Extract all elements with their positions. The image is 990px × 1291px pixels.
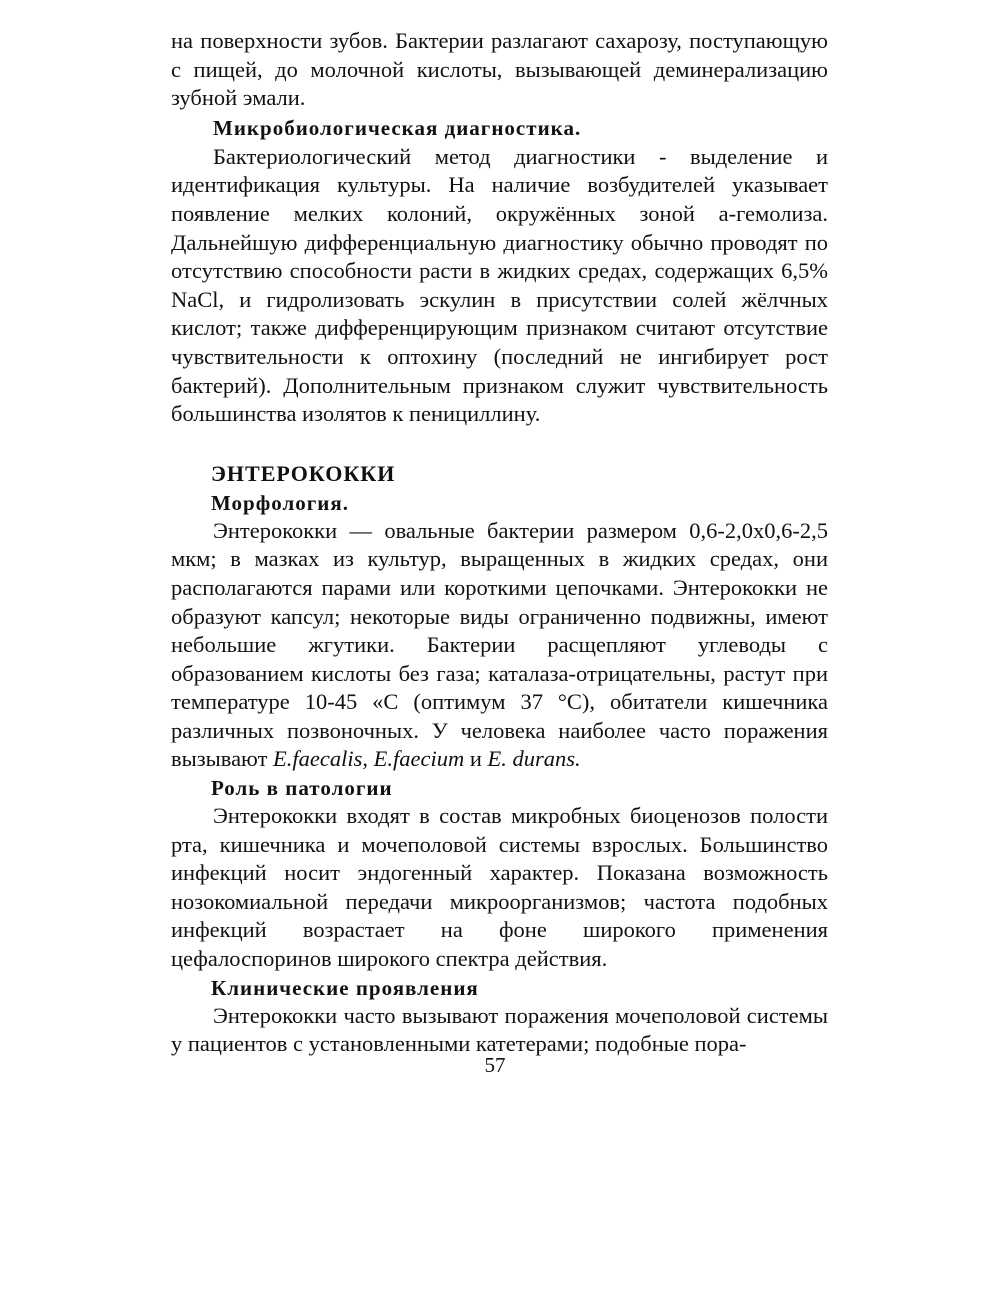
species-faecium: E.faecium (373, 746, 465, 772)
clinical-paragraph: Энтерококки часто вызывают поражения мочеполовой системы у пациентов с установленными катетерами; подобные пора- (171, 1002, 828, 1057)
species-durans: E. durans. (487, 746, 581, 772)
clinical-heading: Клинические проявления (211, 975, 479, 1000)
morphology-heading: Морфология. (211, 490, 350, 515)
pathology-paragraph: Энтерококки входят в состав микробных биоценозов полости рта, кишечника и мочеполовой системы взрослых. Большинство инфекций носит эндогенный характер. Показана возможность нозокомиальной передачи микроорганизмов; частота подобных инфекций возрастает на фоне широкого применения цефалоспоринов широкого спектра действия. (171, 803, 828, 972)
microbiology-paragraph: Бактериологический метод диагностики - выделение и идентификация культуры. На наличие возбудителей указывает появление мелких колоний, окружённых зоной а-гемолиза. Дальнейшую дифференциальную диагностику обычно проводят по отсутствию способности расти в жидких средах, содержащих 6,5% NaCl, и гидролизовать эскулин в присутствии солей жёлчных кислот; также дифференцирующим признаком считают отсутствие чувствительности к оптохину (последний не ингибирует рост бактерий). Дополнительным признаком служит чувствительность большинства изолятов к пенициллину. (171, 143, 828, 427)
species-conjunction: и (469, 746, 482, 772)
enterococci-heading: ЭНТЕРОКОККИ (211, 460, 396, 486)
morphology-paragraph (171, 517, 828, 774)
microbiology-heading: Микробиологическая диагностика. (213, 115, 582, 140)
page-body (171, 27, 828, 1059)
continuation-paragraph: на поверхности зубов. Бактерии разлагают сахарозу, поступающую с пищей, до молочной кислоты, вызывающей деминерализацию зубной эмали. (171, 28, 828, 111)
species-faecalis: E.faecalis, (273, 746, 369, 772)
morphology-text: Энтерококки — овальные бактерии размером 0,6-2,0x0,6-2,5 мкм; в мазках из культур, выращенных в жидких средах, они располагаются парами или короткими цепочками. Энтерококки не образуют капсул; некоторые виды ограниченно подвижны, имеют небольшие жгутики. Бактерии расщепляют углеводы с образованием кислоты без газа; каталаза-отрицательны, растут при температуре 10-45 «С (оптимум 37 °С), обитатели кишечника различных позвоночных. У человека наиболее часто поражения вызывают (171, 517, 828, 772)
page-number: 57 (484, 1053, 506, 1077)
pathology-heading: Роль в патологии (211, 776, 393, 801)
